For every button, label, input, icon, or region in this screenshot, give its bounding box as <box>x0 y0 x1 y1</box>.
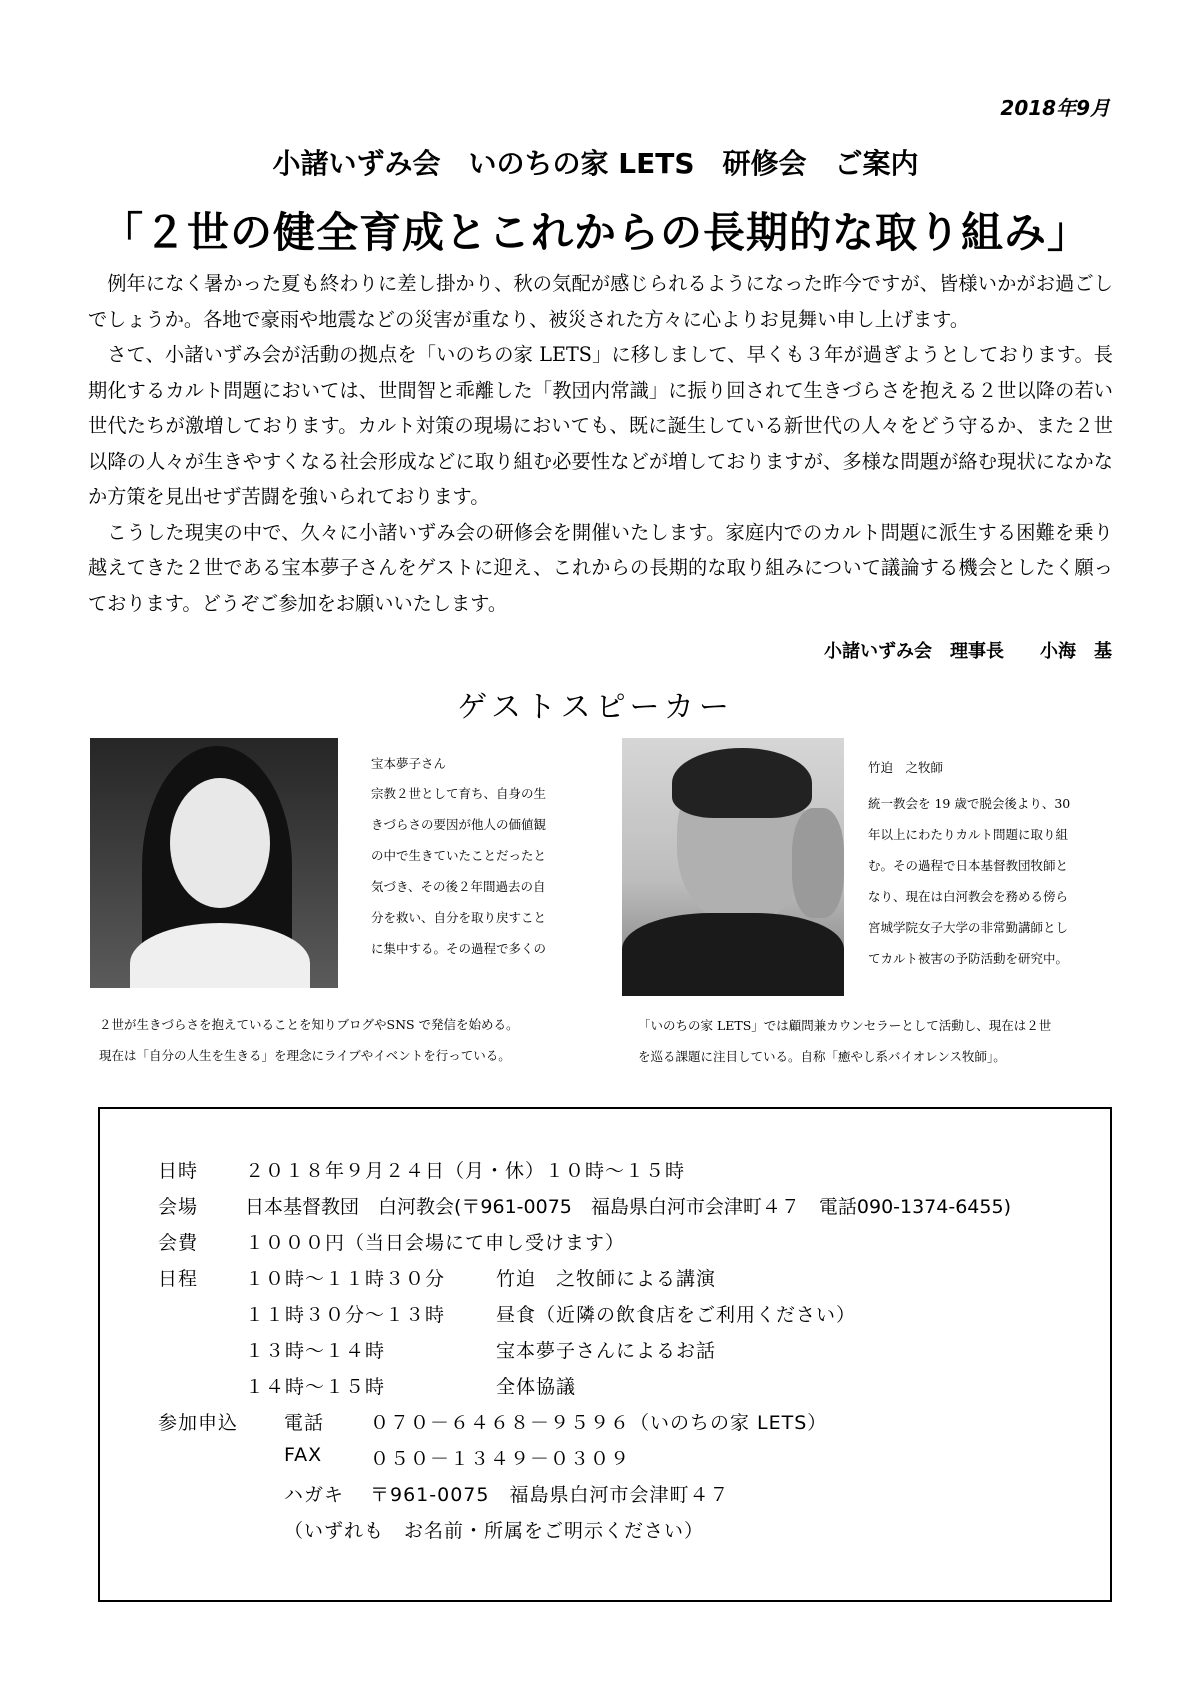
postcard-label: ハガキ <box>284 1484 345 1506</box>
postcard-value: 〒961-0075 福島県白河市会津町４７ <box>370 1484 730 1506</box>
guest-speaker-heading: ゲストスピーカー <box>457 690 734 725</box>
speaker1-bio-continued <box>99 1009 619 1071</box>
speaker2-bio <box>868 788 1093 974</box>
bio-line: 統一教会を 19 歳で脱会後より、30 <box>868 796 1071 811</box>
venue-label: 会場 <box>158 1196 199 1218</box>
datetime-label: 日時 <box>158 1160 199 1182</box>
schedule-item: 竹迫 之牧師による講演 <box>496 1268 717 1290</box>
schedule-item: 昼食（近隣の飲食店をご利用ください） <box>496 1304 857 1326</box>
event-heading: 小諸いずみ会 いのちの家 LETS 研修会 ご案内 <box>272 147 919 180</box>
speaker1-photo <box>90 738 338 988</box>
schedule-item: 全体協議 <box>496 1376 577 1398</box>
fax-label: FAX <box>284 1444 323 1466</box>
fax-value: ０５０－１３４９－０３０９ <box>370 1448 631 1470</box>
schedule-time: １１時３０分～１３時 <box>245 1304 446 1326</box>
greeting-body <box>88 266 1113 621</box>
speaker1-name: 宝本夢子さん <box>371 756 447 771</box>
bio-line: 気づき、その後２年間過去の自 <box>371 879 546 894</box>
schedule-time: １０時～１１時３０分 <box>245 1268 446 1290</box>
bio-line: 宮城学院女子大学の非常勤講師とし <box>868 920 1069 935</box>
bio-line: に集中する。その過程で多くの <box>371 941 547 956</box>
phone-label: 電話 <box>284 1412 325 1434</box>
speaker2-bio-continued <box>638 1010 1108 1072</box>
apply-label: 参加申込 <box>158 1412 239 1434</box>
event-info-box <box>98 1107 1112 1602</box>
contact-note: （いずれも お名前・所属をご明示ください） <box>284 1520 705 1542</box>
bio-line: 分を救い、自分を取り戻すこと <box>371 910 547 925</box>
bio-line: の中で生きていたことだったと <box>371 848 547 863</box>
bio-line: む。その過程で日本基督教団牧師と <box>868 858 1069 873</box>
speaker2-photo <box>622 738 844 996</box>
schedule-item: 宝本夢子さんによるお話 <box>496 1340 717 1362</box>
bio-line: 「いのちの家 LETS」では顧問兼カウンセラーとして活動し、現在は２世 <box>638 1018 1052 1033</box>
schedule-time: １４時～１５時 <box>245 1376 386 1398</box>
paragraph: 例年になく暑かった夏も終わりに差し掛かり、秋の気配が感じられるようになった昨今ですが、皆様いかがお過ごしでしょうか。各地で豪雨や地震などの災害が重なり、被災された方々に心よりお見舞い申し上げます。 <box>88 272 1113 331</box>
bio-line: なり、現在は白河教会を務める傍ら <box>868 889 1069 904</box>
bio-line: ２世が生きづらさを抱えていることを知りブログやSNS で発信を始める。 <box>99 1017 519 1032</box>
schedule-label: 日程 <box>158 1268 199 1290</box>
schedule-time: １３時～１４時 <box>245 1340 386 1362</box>
bio-line: きづらさの要因が他人の価値観 <box>371 817 547 832</box>
bio-line: を巡る課題に注目している。自称「癒やし系バイオレンス牧師」。 <box>638 1049 1006 1064</box>
speaker2-name: 竹迫 之牧師 <box>868 760 944 775</box>
venue-value: 日本基督教団 白河教会(〒961-0075 福島県白河市会津町４７ 電話090-1374-6455) <box>245 1196 1011 1218</box>
phone-value: ０７０－６４６８－９５９６（いのちの家 LETS） <box>370 1412 828 1434</box>
bio-line: 宗教２世として育ち、自身の生 <box>371 786 547 801</box>
issue-date: 2018年9月 <box>1000 96 1110 120</box>
paragraph: さて、小諸いずみ会が活動の拠点を「いのちの家 LETS」に移しまして、早くも３年が過ぎようとしております。長期化するカルト問題においては、世間智と乖離した「教団内常識」に振り回されて生きづらさを抱える２世以降の若い世代たちが激増しております。カルト対策の現場においても、既に誕生している新世代の人々をどう守るか、また２世以降の人々が生きやすくなる社会形成などに取り組む必要性などが増しておりますが、多様な問題が絡む現状になかなか方策を見出せず苦闘を強いられております。 <box>88 343 1113 508</box>
speaker1-bio <box>371 778 571 964</box>
event-title: 「２世の健全育成とこれからの長期的な取り組み」 <box>100 208 1090 257</box>
fee-value: １０００円（当日会場にて申し受けます） <box>245 1232 626 1254</box>
signature: 小諸いずみ会 理事長 小海 基 <box>824 641 1112 662</box>
bio-line: 年以上にわたりカルト問題に取り組 <box>868 827 1069 842</box>
datetime-value: ２０１８年９月２４日（月・休）１０時～１５時 <box>245 1160 686 1182</box>
bio-line: 現在は「自分の人生を生きる」を理念にライブやイベントを行っている。 <box>99 1048 511 1063</box>
bio-line: てカルト被害の予防活動を研究中。 <box>868 951 1069 966</box>
paragraph: こうした現実の中で、久々に小諸いずみ会の研修会を開催いたします。家庭内でのカルト問題に派生する困難を乗り越えてきた２世である宝本夢子さんをゲストに迎え、これからの長期的な取り組みについて議論する機会としたく願っております。どうぞご参加をお願いいたします。 <box>88 520 1113 615</box>
fee-label: 会費 <box>158 1232 199 1254</box>
